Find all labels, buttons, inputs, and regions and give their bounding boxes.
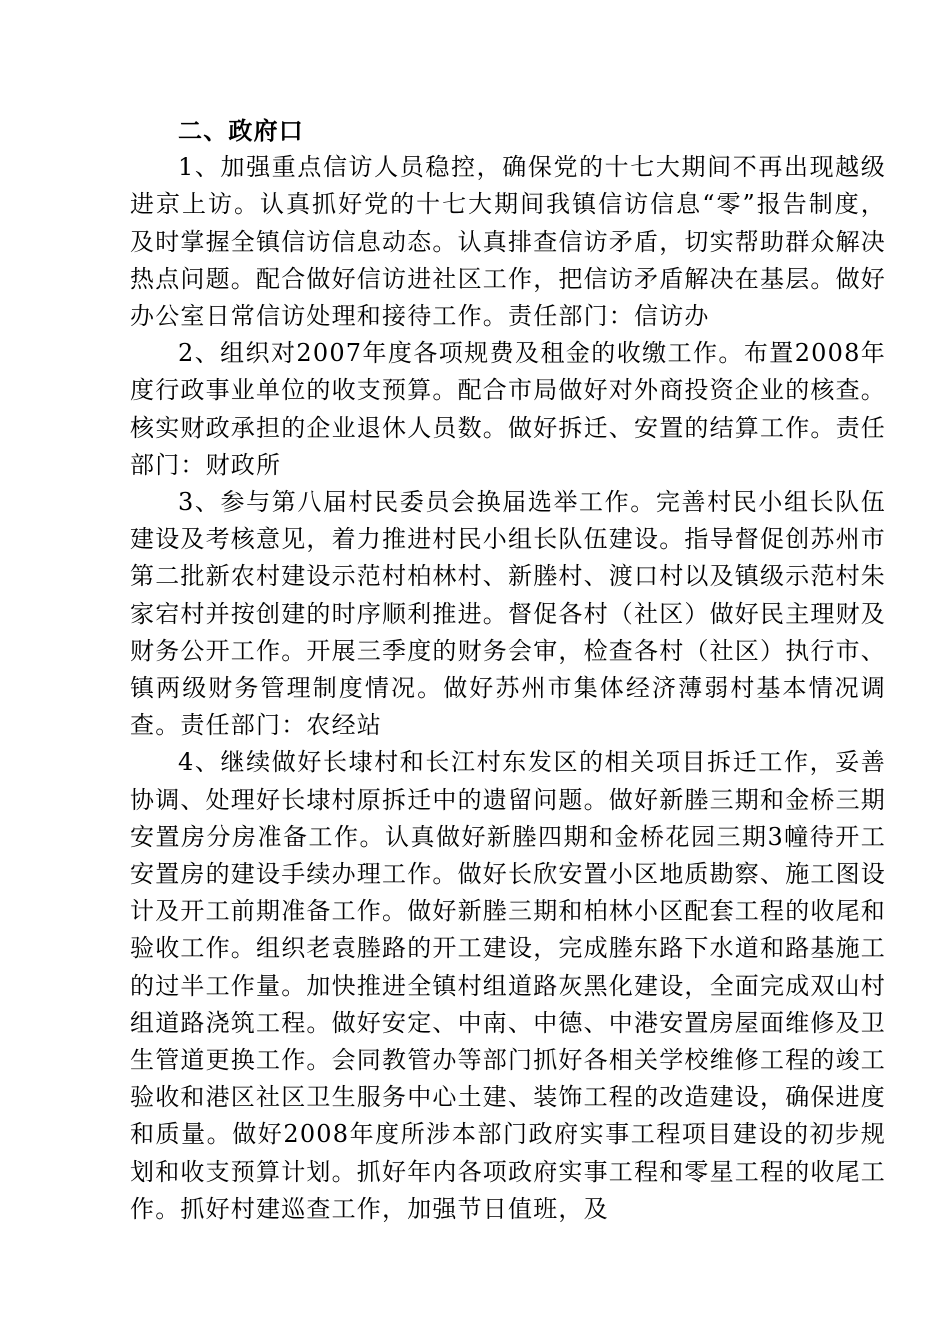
document-body [130, 112, 886, 1228]
paragraph-4: 4、继续做好长埭村和长江村东发区的相关项目拆迁工作，妥善协调、处理好长埭村原拆迁中的遗留问题。做好新塍三期和金桥三期安置房分房准备工作。认真做好新塍四期和金桥花园三期3幢待开工安置房的建设手续办理工作。做好长欣安置小区地质勘察、施工图设计及开工前期准备工作。做好新塍三期和柏林小区配套工程的收尾和验收工作。组织老袁塍路的开工建设，完成塍东路下水道和路基施工的过半工作量。加快推进全镇村组道路灰黑化建设，全面完成双山村组道路浇筑工程。做好安定、中南、中德、中港安置房屋面维修及卫生管道更换工作。会同教管办等部门抓好各相关学校维修工程的竣工验收和港区社区卫生服务中心土建、装饰工程的改造建设，确保进度和质量。做好2008年度所涉本部门政府实事工程项目建设的初步规划和收支预算计划。抓好年内各项政府实事工程和零星工程的收尾工作。抓好村建巡查工作，加强节日值班，及 [130, 748, 886, 1223]
paragraph-1: 1、加强重点信访人员稳控，确保党的十七大期间不再出现越级进京上访。认真抓好党的十七大期间我镇信访信息“零”报告制度，及时掌握全镇信访信息动态。认真排查信访矛盾，切实帮助群众解决热点问题。配合做好信访进社区工作，把信访矛盾解决在基层。做好办公室日常信访处理和接待工作。责任部门：信访办 [130, 153, 886, 331]
paragraph-3: 3、参与第八届村民委员会换届选举工作。完善村民小组长队伍建设及考核意见，着力推进村民小组长队伍建设。指导督促创苏州市第二批新农村建设示范村柏林村、新塍村、渡口村以及镇级示范村朱家宕村并按创建的时序顺利推进。督促各村（社区）做好民主理财及财务公开工作。开展三季度的财务会审，检查各村（社区）执行市、镇两级财务管理制度情况。做好苏州市集体经济薄弱村基本情况调查。责任部门：农经站 [130, 488, 886, 740]
paragraph-2: 2、组织对2007年度各项规费及租金的收缴工作。布置2008年度行政事业单位的收支预算。配合市局做好对外商投资企业的核查。核实财政承担的企业退休人员数。做好拆迁、安置的结算工作。责任部门：财政所 [130, 339, 886, 479]
section-heading: 二、政府口 [178, 116, 304, 145]
